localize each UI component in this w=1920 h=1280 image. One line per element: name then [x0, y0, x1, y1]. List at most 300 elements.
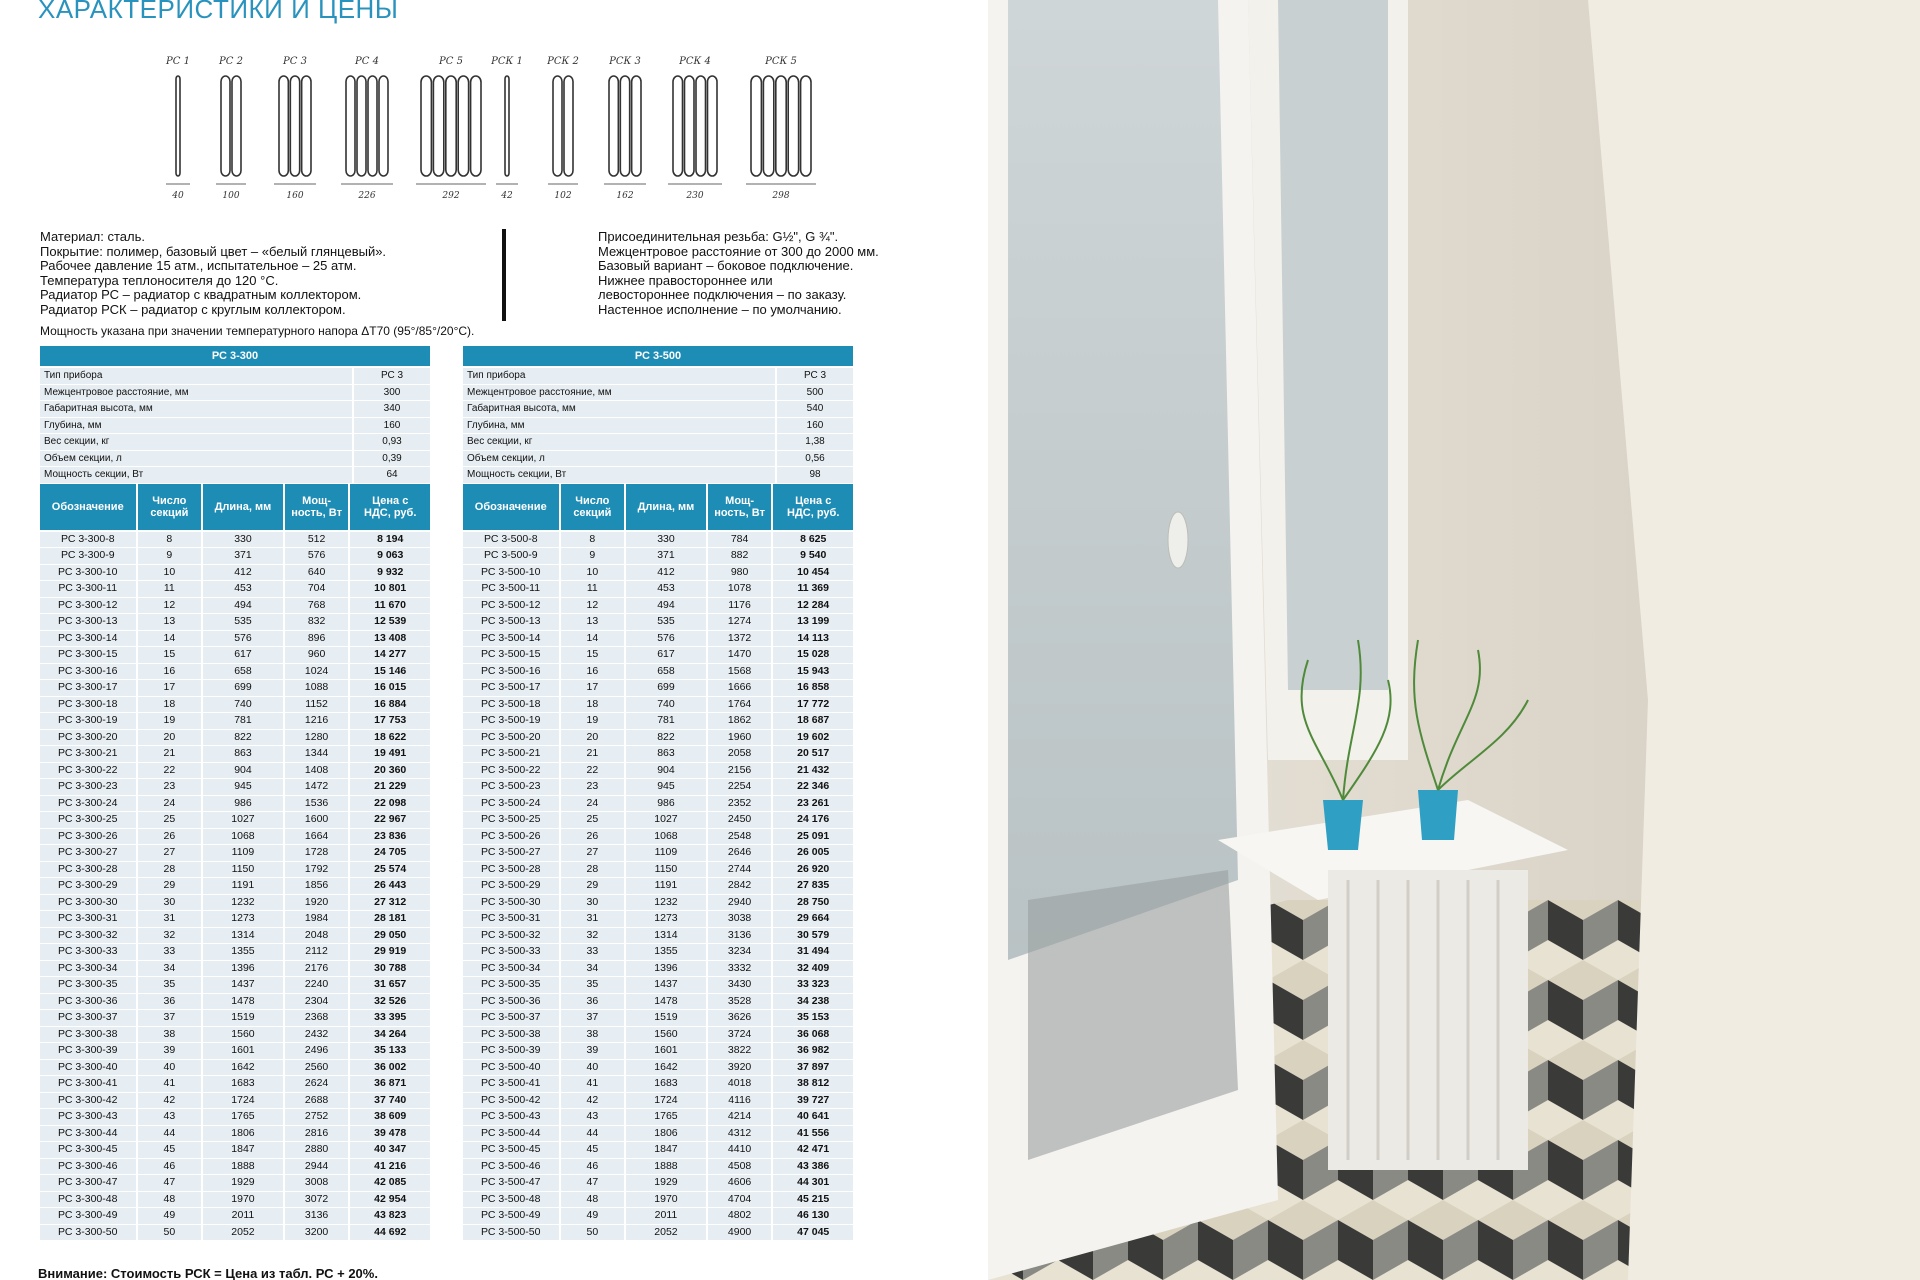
- table-cell: 25: [138, 812, 202, 828]
- table-row: [40, 1043, 430, 1059]
- param-value: 160: [777, 418, 853, 434]
- table-cell: 38 812: [773, 1076, 853, 1092]
- table-cell: 1536: [285, 796, 349, 812]
- table-cell: 26 005: [773, 845, 853, 861]
- table-cell: 2944: [285, 1159, 349, 1175]
- table-row: [40, 532, 430, 548]
- table-cell: 40: [561, 1060, 625, 1076]
- table-row: [463, 1126, 853, 1142]
- table-row: [463, 746, 853, 762]
- param-name: Тип прибора: [463, 368, 775, 384]
- spec-list-left: [40, 230, 386, 318]
- table-cell: 640: [285, 565, 349, 581]
- radiator-diagram: [668, 56, 722, 201]
- table-cell: 1355: [626, 944, 706, 960]
- table-cell: 36 068: [773, 1027, 853, 1043]
- table-cell: РС 3-500-38: [463, 1027, 559, 1043]
- table-cell: РС 3-500-10: [463, 565, 559, 581]
- table-cell: 10: [561, 565, 625, 581]
- table-cell: 34 238: [773, 994, 853, 1010]
- spec-line: Материал: сталь.: [40, 229, 145, 244]
- table-cell: РС 3-500-36: [463, 994, 559, 1010]
- table-cell: 37 740: [350, 1093, 430, 1109]
- table-cell: 48: [138, 1192, 202, 1208]
- param-row: [463, 434, 853, 450]
- table-cell: 980: [708, 565, 772, 581]
- table-cell: 37 897: [773, 1060, 853, 1076]
- table-cell: 25: [561, 812, 625, 828]
- radiator-diagram: [746, 56, 816, 201]
- table-row: [40, 1076, 430, 1092]
- table-cell: 18 622: [350, 730, 430, 746]
- radiator-diagram: [546, 56, 579, 201]
- table-cell: 12 284: [773, 598, 853, 614]
- table-cell: 14 277: [350, 647, 430, 663]
- param-name: Объем секции, л: [40, 451, 352, 467]
- table-cell: 42 085: [350, 1175, 430, 1191]
- table-cell: 1929: [203, 1175, 283, 1191]
- table-cell: 1560: [626, 1027, 706, 1043]
- diagram-label: РС 5: [439, 56, 463, 67]
- table-cell: 3136: [285, 1208, 349, 1224]
- table-cell: 42 471: [773, 1142, 853, 1158]
- table-cell: 1027: [626, 812, 706, 828]
- table-cell: РС 3-500-17: [463, 680, 559, 696]
- table-cell: 33: [561, 944, 625, 960]
- table-cell: 512: [285, 532, 349, 548]
- table-row: [40, 1093, 430, 1109]
- table-cell: 2432: [285, 1027, 349, 1043]
- table-cell: 2304: [285, 994, 349, 1010]
- table-cell: 22 967: [350, 812, 430, 828]
- table-row: [40, 713, 430, 729]
- table-cell: 30: [138, 895, 202, 911]
- table-row: [40, 977, 430, 993]
- table-cell: 1601: [203, 1043, 283, 1059]
- table-cell: РС 3-300-35: [40, 977, 136, 993]
- table-cell: РС 3-300-15: [40, 647, 136, 663]
- column-header: Мощ- ность, Вт: [285, 484, 349, 530]
- table-cell: 1396: [626, 961, 706, 977]
- table-cell: 40 347: [350, 1142, 430, 1158]
- table-cell: 23 836: [350, 829, 430, 845]
- table-row: [40, 878, 430, 894]
- table-cell: 494: [626, 598, 706, 614]
- table-cell: 18: [561, 697, 625, 713]
- param-row: [40, 401, 430, 417]
- table-cell: 40 641: [773, 1109, 853, 1125]
- table-cell: РС 3-300-37: [40, 1010, 136, 1026]
- table-cell: 1888: [203, 1159, 283, 1175]
- spec-line: Нижнее правостороннее или: [598, 272, 773, 288]
- table-cell: РС 3-300-22: [40, 763, 136, 779]
- table-cell: РС 3-500-18: [463, 697, 559, 713]
- table-cell: 2816: [285, 1126, 349, 1142]
- table-row: [40, 1159, 430, 1175]
- table-cell: 3430: [708, 977, 772, 993]
- table-row: [463, 647, 853, 663]
- radiator-diagram: [165, 56, 190, 201]
- table-cell: 1728: [285, 845, 349, 861]
- table-cell: 1088: [285, 680, 349, 696]
- table-cell: 4410: [708, 1142, 772, 1158]
- table-row: [463, 911, 853, 927]
- param-name: Глубина, мм: [463, 418, 775, 434]
- table-cell: РС 3-500-13: [463, 614, 559, 630]
- window-radiator-photo: [988, 0, 1920, 1280]
- table-cell: 2624: [285, 1076, 349, 1092]
- param-row: [463, 368, 853, 384]
- table-cell: 26: [561, 829, 625, 845]
- price-table-rs3-500: [463, 346, 853, 1241]
- table-row: [463, 730, 853, 746]
- table-cell: 3234: [708, 944, 772, 960]
- table-cell: 30 579: [773, 928, 853, 944]
- table-cell: 43: [138, 1109, 202, 1125]
- table-cell: РС 3-300-12: [40, 598, 136, 614]
- table-cell: 4018: [708, 1076, 772, 1092]
- table-cell: 2450: [708, 812, 772, 828]
- table-cell: РС 3-500-43: [463, 1109, 559, 1125]
- table-cell: 17 753: [350, 713, 430, 729]
- diagram-width: 42: [501, 191, 513, 201]
- table-cell: 3332: [708, 961, 772, 977]
- table-cell: 44: [561, 1126, 625, 1142]
- table-cell: 4606: [708, 1175, 772, 1191]
- table-cell: 31: [138, 911, 202, 927]
- table-cell: 1280: [285, 730, 349, 746]
- table-row: [463, 1010, 853, 1026]
- table-cell: РС 3-500-31: [463, 911, 559, 927]
- table-cell: 945: [203, 779, 283, 795]
- table-cell: 1314: [626, 928, 706, 944]
- table-cell: 21: [138, 746, 202, 762]
- spec-line: Настенное исполнение – по умолчанию.: [598, 301, 842, 317]
- table-cell: 1960: [708, 730, 772, 746]
- table-row: [40, 1175, 430, 1191]
- table-cell: 34: [138, 961, 202, 977]
- table-cell: 4508: [708, 1159, 772, 1175]
- table-cell: 371: [203, 548, 283, 564]
- table-cell: 15 943: [773, 664, 853, 680]
- diagram-label: РС 4: [355, 56, 379, 67]
- table-cell: 1478: [203, 994, 283, 1010]
- table-cell: РС 3-500-44: [463, 1126, 559, 1142]
- param-row: [40, 434, 430, 450]
- table-cell: 26: [138, 829, 202, 845]
- table-row: [463, 631, 853, 647]
- table-cell: 34: [561, 961, 625, 977]
- table-cell: РС 3-500-15: [463, 647, 559, 663]
- table-cell: 453: [626, 581, 706, 597]
- table-cell: 1232: [203, 895, 283, 911]
- table-cell: 658: [203, 664, 283, 680]
- table-row: [40, 664, 430, 680]
- table-cell: 34 264: [350, 1027, 430, 1043]
- table-row: [463, 532, 853, 548]
- param-row: [463, 385, 853, 401]
- table-row: [463, 1060, 853, 1076]
- table-row: [40, 779, 430, 795]
- table-cell: 13: [138, 614, 202, 630]
- table-cell: 25 574: [350, 862, 430, 878]
- table-cell: РС 3-500-28: [463, 862, 559, 878]
- param-value: 340: [354, 401, 430, 417]
- table-row: [463, 1027, 853, 1043]
- column-header: Обозначение: [463, 484, 559, 530]
- table-cell: 42 954: [350, 1192, 430, 1208]
- diagram-label: РСК 4: [679, 56, 711, 67]
- spec-line: Рабочее давление 15 атм., испытательное – 25 атм.: [40, 258, 357, 274]
- table-cell: РС 3-500-26: [463, 829, 559, 845]
- table-cell: 1273: [203, 911, 283, 927]
- table-cell: 12: [138, 598, 202, 614]
- table-cell: 1152: [285, 697, 349, 713]
- table-cell: 13: [561, 614, 625, 630]
- table-cell: 822: [626, 730, 706, 746]
- diagram-width: 100: [222, 191, 240, 201]
- radiator-diagram: [416, 56, 486, 201]
- table-cell: 39: [138, 1043, 202, 1059]
- spec-line: левостороннее подключения – по заказу.: [598, 287, 847, 303]
- table-cell: РС 3-300-19: [40, 713, 136, 729]
- table-cell: 2496: [285, 1043, 349, 1059]
- table-cell: 15: [561, 647, 625, 663]
- table-row: [40, 845, 430, 861]
- table-cell: 535: [626, 614, 706, 630]
- table-cell: 986: [626, 796, 706, 812]
- table-cell: 32: [138, 928, 202, 944]
- param-value: РС 3: [354, 368, 430, 384]
- table-cell: 46 130: [773, 1208, 853, 1224]
- table-cell: 1664: [285, 829, 349, 845]
- table-title: РС 3-300: [40, 346, 430, 366]
- table-cell: РС 3-500-33: [463, 944, 559, 960]
- table-row: [463, 779, 853, 795]
- table-cell: 16 015: [350, 680, 430, 696]
- table-cell: 4312: [708, 1126, 772, 1142]
- table-row: [40, 829, 430, 845]
- table-cell: 11: [138, 581, 202, 597]
- diagram-label: РСК 2: [547, 56, 579, 67]
- table-cell: 576: [203, 631, 283, 647]
- table-cell: 47: [561, 1175, 625, 1191]
- table-cell: РС 3-500-24: [463, 796, 559, 812]
- table-cell: 2752: [285, 1109, 349, 1125]
- table-cell: 45: [138, 1142, 202, 1158]
- page-title: ХАРАКТЕРИСТИКИ И ЦЕНЫ: [38, 0, 399, 24]
- table-cell: 1984: [285, 911, 349, 927]
- table-row: [463, 994, 853, 1010]
- table-row: [40, 1192, 430, 1208]
- table-cell: 1027: [203, 812, 283, 828]
- param-value: 1,38: [777, 434, 853, 450]
- spec-list-right: [598, 230, 879, 318]
- table-row: [463, 680, 853, 696]
- interior-photo: [988, 0, 1920, 1280]
- table-cell: РС 3-300-14: [40, 631, 136, 647]
- table-cell: 29 919: [350, 944, 430, 960]
- table-cell: 23: [561, 779, 625, 795]
- table-cell: 13 408: [350, 631, 430, 647]
- table-cell: 1560: [203, 1027, 283, 1043]
- table-row: [463, 1192, 853, 1208]
- table-cell: 9 540: [773, 548, 853, 564]
- table-cell: 2646: [708, 845, 772, 861]
- table-cell: 47: [138, 1175, 202, 1191]
- table-cell: РС 3-500-42: [463, 1093, 559, 1109]
- table-cell: 784: [708, 532, 772, 548]
- table-cell: 50: [561, 1225, 625, 1241]
- table-cell: 2156: [708, 763, 772, 779]
- param-value: 160: [354, 418, 430, 434]
- table-cell: РС 3-500-8: [463, 532, 559, 548]
- table-cell: 2940: [708, 895, 772, 911]
- param-row: [40, 451, 430, 467]
- table-row: [463, 581, 853, 597]
- table-row: [463, 1076, 853, 1092]
- table-cell: 18: [138, 697, 202, 713]
- table-cell: 39 727: [773, 1093, 853, 1109]
- table-cell: 330: [203, 532, 283, 548]
- table-cell: 15 028: [773, 647, 853, 663]
- table-cell: 1437: [626, 977, 706, 993]
- table-cell: 10 454: [773, 565, 853, 581]
- table-cell: 43 823: [350, 1208, 430, 1224]
- table-cell: 32 526: [350, 994, 430, 1010]
- diagram-width: 40: [172, 191, 184, 201]
- table-cell: 494: [203, 598, 283, 614]
- table-cell: 3038: [708, 911, 772, 927]
- radiator-diagram: [490, 56, 523, 201]
- table-row: [40, 581, 430, 597]
- radiator-diagram: [274, 56, 316, 201]
- table-cell: 3822: [708, 1043, 772, 1059]
- table-cell: РС 3-500-30: [463, 895, 559, 911]
- table-cell: 33 395: [350, 1010, 430, 1026]
- table-cell: 27: [561, 845, 625, 861]
- table-cell: РС 3-300-21: [40, 746, 136, 762]
- table-cell: 35 133: [350, 1043, 430, 1059]
- param-name: Мощность секции, Вт: [40, 467, 352, 483]
- table-cell: 1068: [203, 829, 283, 845]
- table-cell: РС 3-300-8: [40, 532, 136, 548]
- table-cell: РС 3-500-29: [463, 878, 559, 894]
- table-cell: 8: [138, 532, 202, 548]
- table-row: [463, 961, 853, 977]
- table-cell: РС 3-300-9: [40, 548, 136, 564]
- table-cell: 740: [626, 697, 706, 713]
- table-cell: 1970: [626, 1192, 706, 1208]
- table-cell: 1273: [626, 911, 706, 927]
- spec-line: Присоединительная резьба: G½", G ¾".: [598, 229, 839, 244]
- table-cell: 1920: [285, 895, 349, 911]
- table-cell: 19 602: [773, 730, 853, 746]
- table-cell: 1568: [708, 664, 772, 680]
- table-row: [463, 944, 853, 960]
- table-row: [463, 878, 853, 894]
- table-cell: 49: [138, 1208, 202, 1224]
- table-cell: РС 3-300-42: [40, 1093, 136, 1109]
- table-cell: 2548: [708, 829, 772, 845]
- table-cell: РС 3-300-10: [40, 565, 136, 581]
- table-cell: РС 3-300-24: [40, 796, 136, 812]
- table-cell: 22 346: [773, 779, 853, 795]
- table-cell: 31: [561, 911, 625, 927]
- table-cell: 29 664: [773, 911, 853, 927]
- table-cell: РС 3-300-48: [40, 1192, 136, 1208]
- table-cell: РС 3-500-39: [463, 1043, 559, 1059]
- table-cell: 36 871: [350, 1076, 430, 1092]
- table-cell: РС 3-500-9: [463, 548, 559, 564]
- table-cell: 36 002: [350, 1060, 430, 1076]
- table-row: [40, 812, 430, 828]
- table-cell: 10 801: [350, 581, 430, 597]
- param-value: 64: [354, 467, 430, 483]
- table-cell: 1683: [626, 1076, 706, 1092]
- table-cell: РС 3-500-27: [463, 845, 559, 861]
- table-cell: 617: [626, 647, 706, 663]
- table-cell: РС 3-500-35: [463, 977, 559, 993]
- table-row: [40, 1126, 430, 1142]
- table-cell: 16 884: [350, 697, 430, 713]
- table-cell: 21: [561, 746, 625, 762]
- table-row: [40, 895, 430, 911]
- table-cell: 24 176: [773, 812, 853, 828]
- table-row: [463, 565, 853, 581]
- diagram-label: РСК 5: [765, 56, 797, 67]
- param-value: 98: [777, 467, 853, 483]
- table-cell: 1856: [285, 878, 349, 894]
- table-cell: 832: [285, 614, 349, 630]
- table-cell: 1601: [626, 1043, 706, 1059]
- table-cell: 8 625: [773, 532, 853, 548]
- diagram-width: 230: [686, 191, 704, 201]
- table-cell: РС 3-300-11: [40, 581, 136, 597]
- param-value: РС 3: [777, 368, 853, 384]
- table-cell: 1216: [285, 713, 349, 729]
- table-cell: 41 216: [350, 1159, 430, 1175]
- table-cell: 17 772: [773, 697, 853, 713]
- table-cell: 1478: [626, 994, 706, 1010]
- table-row: [463, 1175, 853, 1191]
- table-cell: 1724: [203, 1093, 283, 1109]
- table-cell: 32: [561, 928, 625, 944]
- table-cell: 8: [561, 532, 625, 548]
- table-cell: РС 3-300-18: [40, 697, 136, 713]
- table-cell: 4802: [708, 1208, 772, 1224]
- table-cell: 1437: [203, 977, 283, 993]
- table-cell: 1847: [626, 1142, 706, 1158]
- table-row: [40, 1142, 430, 1158]
- table-cell: 1806: [203, 1126, 283, 1142]
- table-row: [40, 1027, 430, 1043]
- table-cell: 1642: [203, 1060, 283, 1076]
- spec-line: Температура теплоносителя до 120 °C.: [40, 272, 279, 288]
- table-cell: РС 3-300-25: [40, 812, 136, 828]
- table-cell: РС 3-300-50: [40, 1225, 136, 1241]
- table-row: [40, 862, 430, 878]
- table-cell: 33: [138, 944, 202, 960]
- table-cell: РС 3-300-33: [40, 944, 136, 960]
- table-cell: 1519: [203, 1010, 283, 1026]
- table-cell: 42: [561, 1093, 625, 1109]
- param-name: Вес секции, кг: [463, 434, 775, 450]
- table-cell: 3200: [285, 1225, 349, 1241]
- table-cell: 1929: [626, 1175, 706, 1191]
- table-cell: РС 3-300-16: [40, 664, 136, 680]
- table-cell: 2368: [285, 1010, 349, 1026]
